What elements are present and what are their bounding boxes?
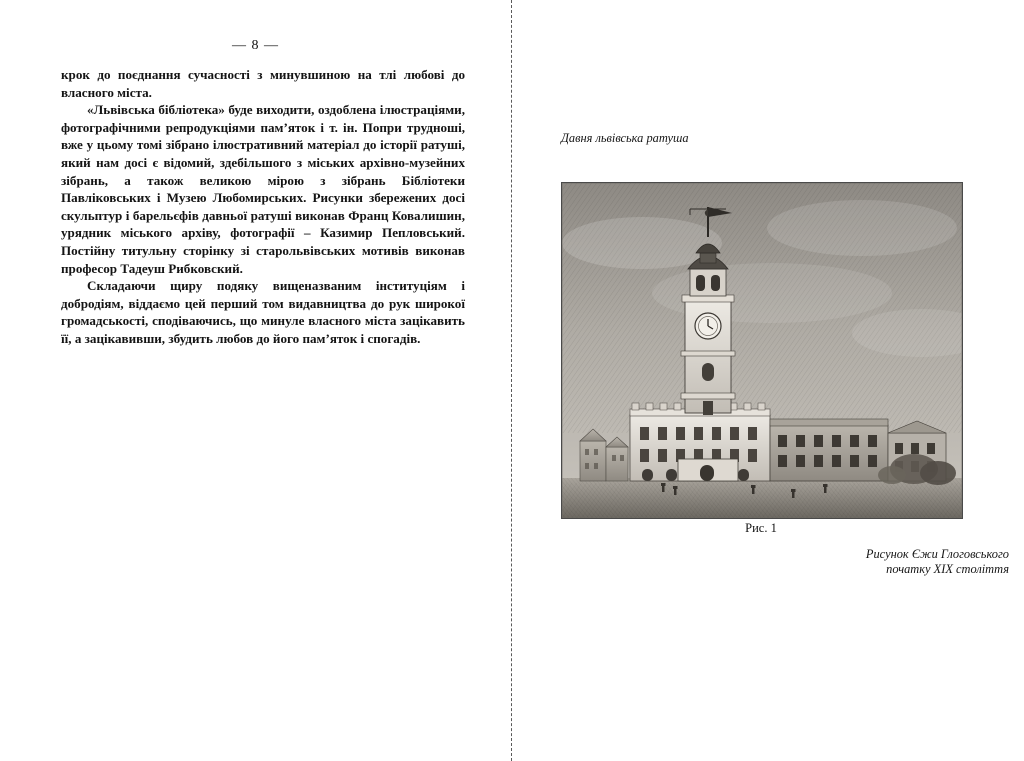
paragraph: крок до поєднання сучасності з минувшиною на тлі любові до власного міста. — [61, 67, 465, 100]
figure-title: Давня львівська ратуша — [561, 131, 689, 145]
body-text — [61, 66, 465, 348]
figure-credit — [809, 547, 1009, 577]
left-page — [0, 0, 511, 761]
right-page — [511, 0, 1024, 761]
figure-credit-line: Рисунок Єжи Глоговського — [865, 547, 1009, 561]
page-number: — 8 — — [232, 38, 279, 53]
figure-number-label: Рис. 1 — [745, 521, 777, 535]
figure-image — [561, 182, 963, 519]
paragraph: Складаючи щиру подяку вищеназваним інституціям і добродіям, віддаємо цей перший том видавництва до рук широкої громадськості, сподіваючись, що минуле власного міста зацікавить її, а зацікавивши, збудить любов до його пам’яток і спогадів. — [61, 278, 465, 346]
town-hall-engraving-icon — [562, 183, 962, 518]
figure-credit-line: початку XIX століття — [886, 562, 1009, 576]
paragraph: «Львівська бібліотека» буде виходити, оздоблена ілюстраціями, фотографічними репродукціями пам’яток і т. ін. Попри трудноші, вже у цьому томі зібрано ілюстративний матеріал до історії ратуші, який нам досі є відомий, здебільшого з міських архівно-музейних зібрань, а також великою мірою з зібрань Бібліотеки Павліковських і Музею Любомирських. Рисунки збережених досі скульптур і барельєфів давньої ратуші виконав Франц Ковалишин, урядник міського архіву, фотографії – Казимир Пепловський. Постійну титульну сторінку зі старольвівських мотивів виконав професор Тадеуш Рибковский. — [61, 102, 465, 276]
